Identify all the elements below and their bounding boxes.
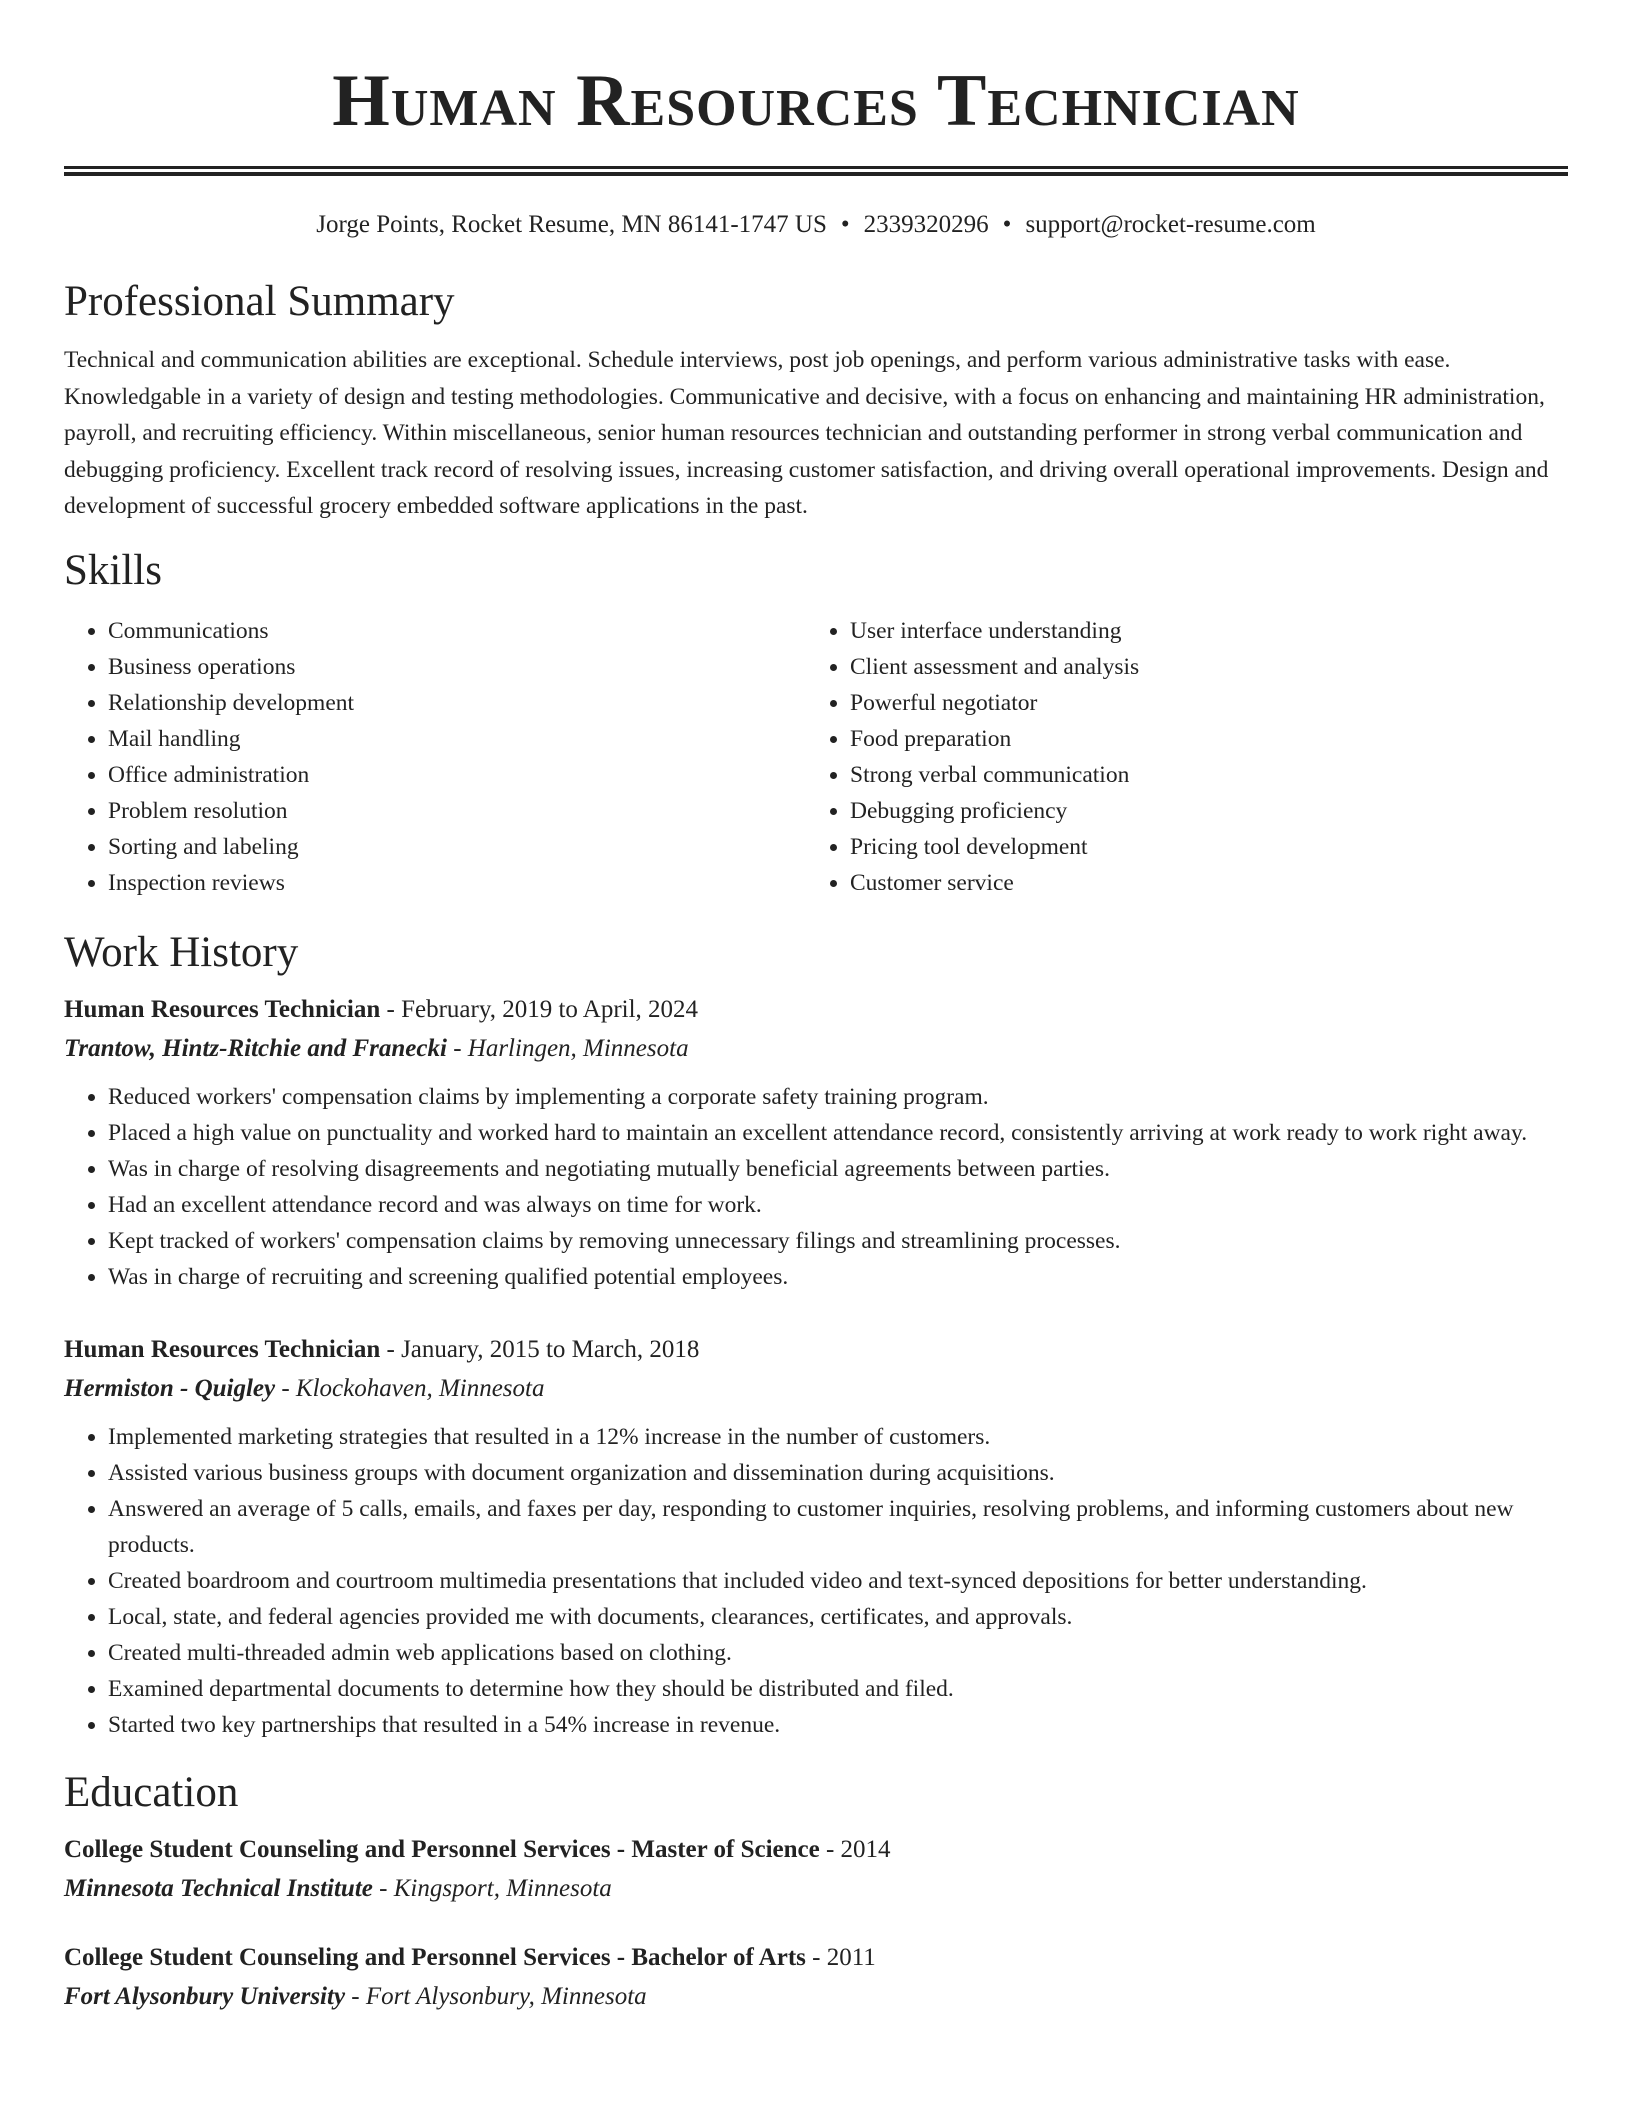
skill-item: • Inspection reviews [108,865,806,901]
skill-item: • Powerful negotiator [850,685,1566,721]
skill-item: • Sorting and labeling [108,829,806,865]
contact-email: support@rocket-resume.com [1025,211,1316,238]
job-bullet: • Assisted various business groups with document organization and dissemination during acquisitions. [108,1455,1568,1491]
job-company-line [64,1029,1568,1069]
skills-grid [64,613,1568,901]
skills-heading: Skills [64,546,162,594]
job-bullet: • Implemented marketing strategies that resulted in a 12% increase in the number of customers. [108,1419,1568,1455]
job-bullet: • Reduced workers' compensation claims by implementing a corporate safety training program. [108,1079,1568,1115]
summary-text: Technical and communication abilities are exceptional. Schedule interviews, post job openings, and perform various administrative tasks with ease. Knowledgable in a variety of design and testing methodologies. Communicative and decisive, with a focus on enhancing and maintaining HR administration, payroll, and recruiting efficiency. Within miscellaneous, senior human resources technician and outstanding performer in strong verbal communication and debugging proficiency. Excellent track record of resolving issues, increasing customer satisfaction, and driving overall operational improvements. Design and development of successful grocery embedded software applications in the past. [64,347,1549,519]
education-location: - Fort Alysonbury, Minnesota [345,1982,647,2010]
contact-address: Jorge Points, Rocket Resume, MN 86141-1747 US [316,211,827,238]
job-bullet: • Created multi-threaded admin web applications based on clothing. [108,1635,1568,1671]
job-location: - Harlingen, Minnesota [446,1034,689,1062]
skill-item: • Debugging proficiency [850,793,1566,829]
job-title: Human Resources Technician [64,1335,381,1363]
education-heading: Education [64,1768,239,1816]
education-location: - Kingsport, Minnesota [372,1874,612,1902]
summary-heading: Professional Summary [64,278,455,325]
job-company-line [64,1369,1568,1409]
job-bullet: • Had an excellent attendance record and was always on time for work. [108,1187,1568,1223]
work-history-heading: Work History [64,928,299,976]
skill-item: • Customer service [850,865,1566,901]
education-year: - 2011 [805,1943,876,1971]
job-title: Human Resources Technician [64,995,381,1023]
header-divider [64,166,1568,176]
education-school: Minnesota Technical Institute [64,1874,373,1902]
education-entry [64,1831,1568,1909]
job-entry [64,1331,1568,1743]
job-dates: - February, 2019 to April, 2024 [380,995,699,1023]
education-degree-line [64,1939,1568,1977]
job-bullet: • Local, state, and federal agencies provided me with documents, clearances, certificates, and approvals. [108,1599,1568,1635]
skill-item: • Office administration [108,757,806,793]
skills-list-left [64,613,806,901]
education-school-line [64,1869,1568,1909]
candidate-name: Human Resources Technician [332,60,1300,142]
skill-item: • Pricing tool development [850,829,1566,865]
education-school-line [64,1977,1568,2017]
skill-item: • Mail handling [108,721,806,757]
education-school: Fort Alysonbury University [64,1982,346,2010]
job-bullet: • Placed a high value on punctuality and worked hard to maintain an excellent attendance record, consistently arriving at work ready to work right away. [108,1115,1568,1151]
job-dates: - January, 2015 to March, 2018 [380,1335,700,1363]
education-degree: College Student Counseling and Personnel Services - Master of Science [64,1835,820,1863]
education-degree-line [64,1831,1568,1869]
contact-separator: • [1002,211,1012,238]
job-bullet: • Answered an average of 5 calls, emails, and faxes per day, responding to customer inquiries, resolving problems, and informing customers about new products. [108,1491,1568,1563]
skill-item: • User interface understanding [850,613,1566,649]
skill-item: • Business operations [108,649,806,685]
skills-list-right [806,613,1566,901]
job-title-line [64,1331,1568,1369]
job-location: - Klockohaven, Minnesota [275,1374,545,1402]
skill-item: • Communications [108,613,806,649]
job-bullet: • Created boardroom and courtroom multimedia presentations that included video and text-synced depositions for better understanding. [108,1563,1568,1599]
skill-item: • Strong verbal communication [850,757,1566,793]
education-degree: College Student Counseling and Personnel Services - Bachelor of Arts [64,1943,806,1971]
job-bullet: • Was in charge of recruiting and screening qualified potential employees. [108,1259,1568,1295]
contact-separator: • [840,211,850,238]
job-title-line [64,991,1568,1029]
skill-item: • Client assessment and analysis [850,649,1566,685]
job-entry [64,991,1568,1295]
job-bullet: • Was in charge of resolving disagreements and negotiating mutually beneficial agreements between parties. [108,1151,1568,1187]
job-bullet: • Examined departmental documents to determine how they should be distributed and filed. [108,1671,1568,1707]
contact-line [64,208,1568,242]
job-company: Hermiston - Quigley [64,1374,276,1402]
job-bullet-list [64,1419,1568,1743]
skill-item: • Food preparation [850,721,1566,757]
job-bullet: • Kept tracked of workers' compensation claims by removing unnecessary filings and streamlining processes. [108,1223,1568,1259]
skill-item: • Problem resolution [108,793,806,829]
job-company: Trantow, Hintz-Ritchie and Franecki [64,1034,447,1062]
contact-phone: 2339320296 [863,211,989,238]
education-entry [64,1939,1568,2017]
job-bullet: • Started two key partnerships that resulted in a 54% increase in revenue. [108,1707,1568,1743]
job-bullet-list [64,1079,1568,1295]
education-year: - 2014 [819,1835,891,1863]
skill-item: • Relationship development [108,685,806,721]
